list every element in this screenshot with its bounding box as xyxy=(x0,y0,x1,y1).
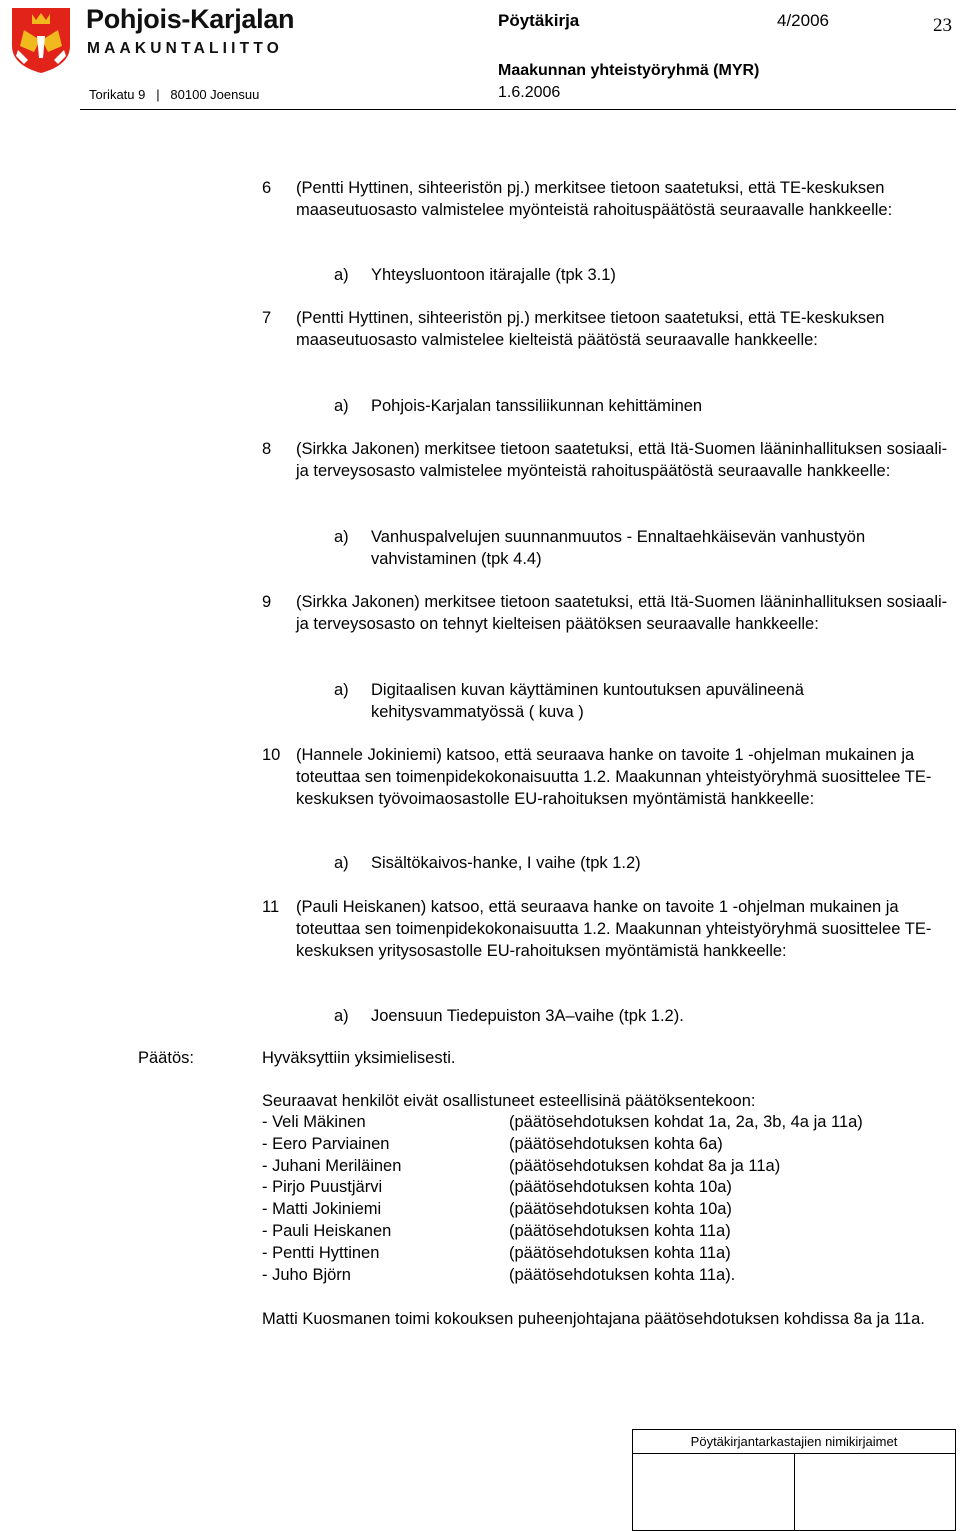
org-name: Pohjois-Karjalan xyxy=(86,4,295,34)
regional-council-logo xyxy=(10,6,72,74)
document-number: 4/2006 xyxy=(777,11,829,30)
person-name: - Veli Mäkinen xyxy=(262,1113,366,1131)
sub-item-label: a) xyxy=(334,397,349,415)
decision-items: (päätösehdotuksen kohdat 1a, 2a, 3b, 4a ja 11a) xyxy=(509,1113,863,1131)
decision-items: (päätösehdotuksen kohta 10a) xyxy=(509,1178,732,1197)
person-name: - Matti Jokiniemi xyxy=(262,1200,382,1219)
sub-item-label: a) xyxy=(334,266,349,284)
person-name: - Pentti Hyttinen xyxy=(262,1243,380,1262)
page-number: 23 xyxy=(933,15,952,36)
initials-cell xyxy=(633,1454,795,1531)
person-name: - Eero Parviainen xyxy=(262,1134,390,1153)
item-text: (Hannele Jokiniemi) katsoo, että seuraava hanke on tavoite 1 -ohjelman mukainen ja toteuttaa sen toimenpidekokonaisuutta 1.2. Maakunnan yhteistyöryhmä suosittelee TE-keskuksen työvoimaosastolle EU-rahoituksen myöntämistä hankkeelle: xyxy=(296,746,932,808)
item-text: (Pentti Hyttinen, sihteeristön pj.) merkitsee tietoon saatetuksi, että TE-keskuksen maaseutuosasto valmistelee myönteistä rahoituspäätöstä seuraavalle hankkeelle: xyxy=(296,179,893,219)
decision-text: Hyväksyttiin yksimielisesti. xyxy=(262,1049,456,1067)
list-item xyxy=(262,1199,960,1221)
item-number: 10 xyxy=(262,746,281,764)
list-item xyxy=(262,1221,960,1243)
item-text: (Pauli Heiskanen) katsoo, että seuraava hanke on tavoite 1 -ohjelman mukainen ja toteuttaa sen toimenpidekokonaisuutta 1.2. Maakunnan yhteistyöryhmä suosittelee TE-keskuksen yritysosastolle EU-rahoituksen myöntämistä hankkeelle: xyxy=(296,898,932,960)
item-text: (Pentti Hyttinen, sihteeristön pj.) merkitsee tietoon saatetuksi, että TE-keskuksen maaseutuosasto valmistelee kielteistä päätöstä seuraavalle hankkeelle: xyxy=(296,309,885,349)
decision-label: Päätös: xyxy=(138,1049,194,1067)
committee-name: Maakunnan yhteistyöryhmä (MYR) xyxy=(498,62,760,79)
decision-items: (päätösehdotuksen kohta 10a) xyxy=(509,1200,732,1219)
absences-heading: Seuraavat henkilöt eivät osallistuneet esteellisinä päätöksentekoon: xyxy=(262,1092,756,1110)
sub-item-label: a) xyxy=(334,1007,349,1025)
decision-items: (päätösehdotuksen kohta 11a) xyxy=(509,1221,731,1240)
project-name: Joensuun Tiedepuiston 3A–vaihe (tpk 1.2). xyxy=(371,1007,684,1025)
person-name: - Juho Björn xyxy=(262,1265,351,1284)
org-subtitle: MAAKUNTALIITTO xyxy=(87,40,283,57)
sub-item-label: a) xyxy=(334,681,349,699)
list-item xyxy=(262,1112,960,1134)
item-number: 9 xyxy=(262,593,272,611)
sub-item-label: a) xyxy=(334,854,349,872)
decision-items: (päätösehdotuksen kohta 11a) xyxy=(509,1243,731,1262)
person-name: - Pirjo Puustjärvi xyxy=(262,1178,383,1197)
item-number: 11 xyxy=(262,898,280,916)
decision-items: (päätösehdotuksen kohdat 8a ja 11a) xyxy=(509,1156,781,1175)
header-divider xyxy=(80,109,956,110)
list-item xyxy=(262,1177,960,1199)
project-name: Pohjois-Karjalan tanssiliikunnan kehittäminen xyxy=(371,397,703,415)
item-text: (Sirkka Jakonen) merkitsee tietoon saatetuksi, että Itä-Suomen lääninhallituksen sosiaali- ja terveysosasto valmistelee myönteistä rahoituspäätöstä seuraavalle hankkeelle: xyxy=(296,440,948,480)
signature-box xyxy=(632,1429,956,1531)
list-item xyxy=(262,1156,960,1178)
list-item xyxy=(262,1134,960,1156)
document-type: Pöytäkirja xyxy=(498,11,580,30)
list-item xyxy=(262,1243,960,1265)
project-name: Sisältökaivos-hanke, I vaihe (tpk 1.2) xyxy=(371,854,641,872)
initials-cell xyxy=(794,1454,956,1531)
list-item xyxy=(262,1265,960,1287)
item-number: 6 xyxy=(262,179,272,197)
address: Torikatu 9 | 80100 Joensuu xyxy=(89,87,260,102)
person-name: - Juhani Meriläinen xyxy=(262,1156,402,1175)
signature-box-title: Pöytäkirjantarkastajien nimikirjaimet xyxy=(633,1430,956,1454)
decision-items: (päätösehdotuksen kohta 11a). xyxy=(509,1265,736,1284)
item-number: 7 xyxy=(262,309,272,327)
chair-note: Matti Kuosmanen toimi kokouksen puheenjohtajana päätösehdotuksen kohdissa 8a ja 11a. xyxy=(262,1310,925,1328)
project-name: Digitaalisen kuvan käyttäminen kuntoutuksen apuvälineenä kehitysvammatyössä ( kuva ) xyxy=(371,681,804,721)
decision-items: (päätösehdotuksen kohta 6a) xyxy=(509,1134,723,1153)
project-name: Vanhuspalvelujen suunnanmuutos - Ennaltaehkäisevän vanhustyön vahvistaminen (tpk 4.4) xyxy=(371,528,866,568)
item-number: 8 xyxy=(262,440,272,458)
sub-item-label: a) xyxy=(334,528,349,546)
absences-list xyxy=(262,1112,960,1286)
meeting-date: 1.6.2006 xyxy=(498,84,561,101)
project-name: Yhteysluontoon itärajalle (tpk 3.1) xyxy=(371,266,616,284)
item-text: (Sirkka Jakonen) merkitsee tietoon saatetuksi, että Itä-Suomen lääninhallituksen sosiaali- ja terveysosasto on tehnyt kielteisen päätöksen seuraavalle hankkeelle: xyxy=(296,593,948,633)
person-name: - Pauli Heiskanen xyxy=(262,1221,392,1240)
